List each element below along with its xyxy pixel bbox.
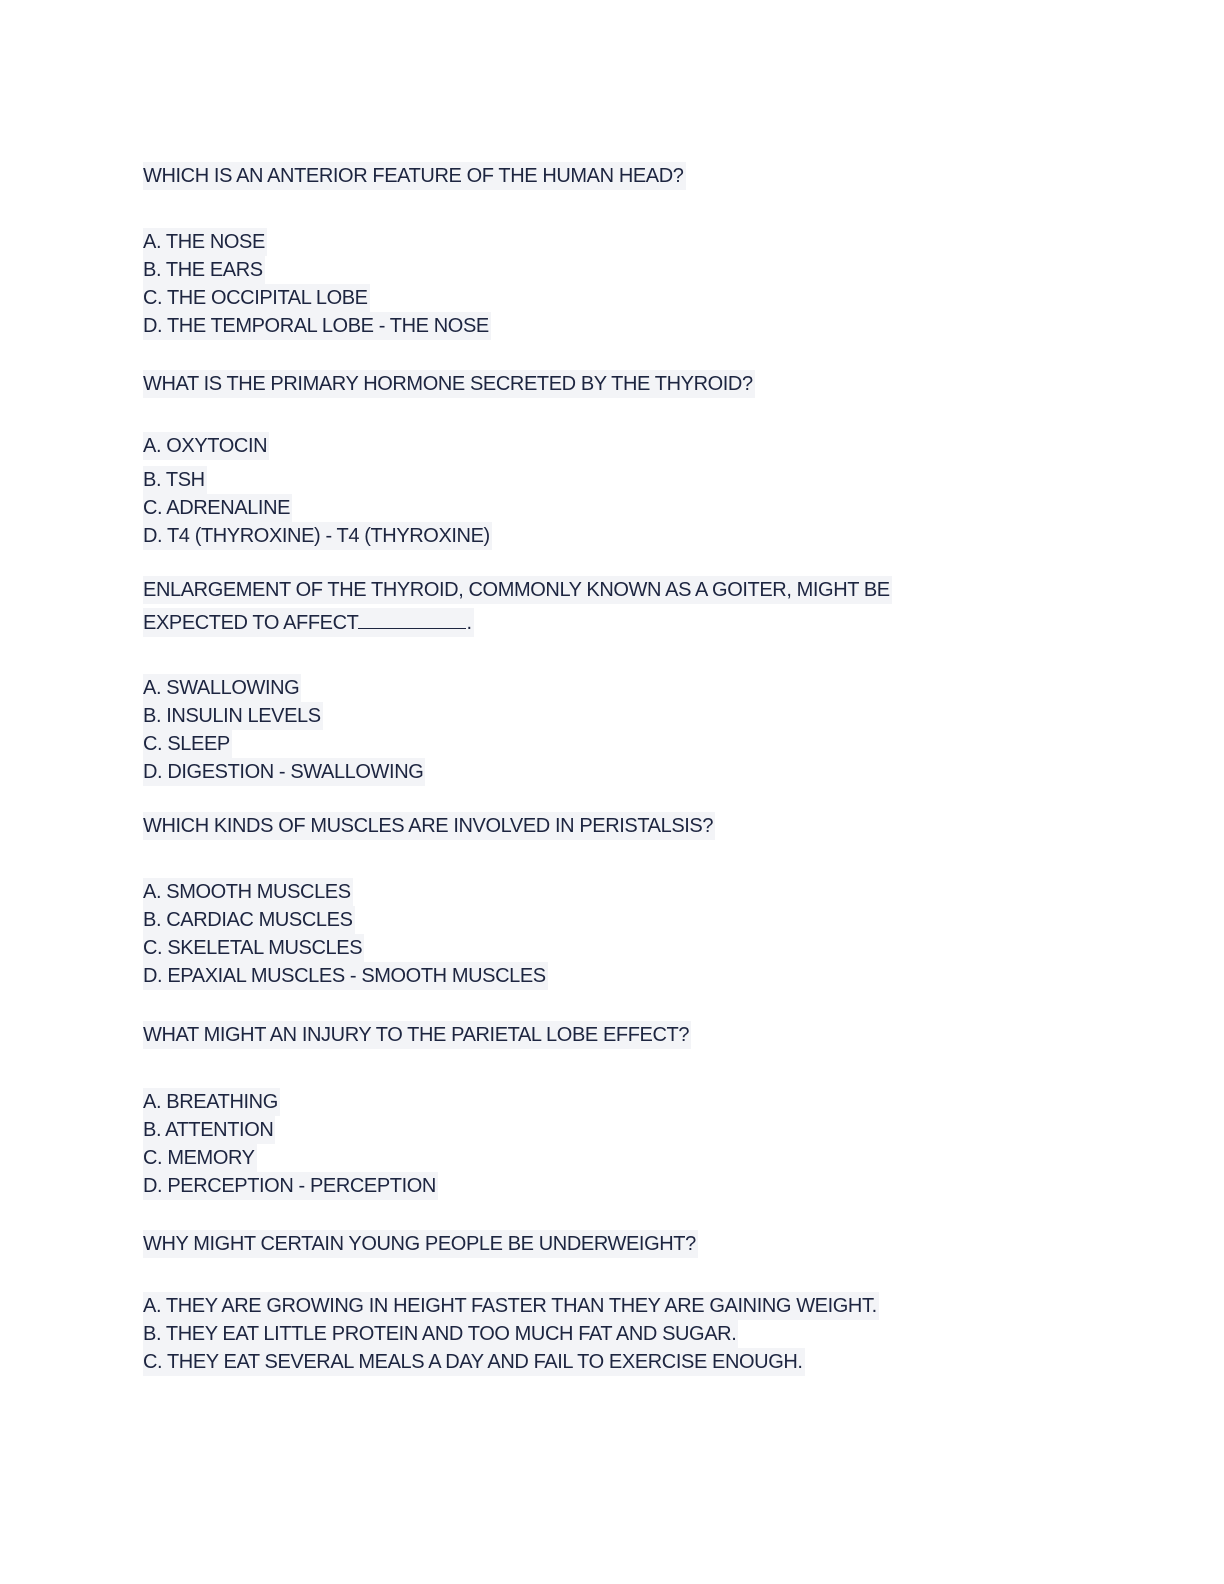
option-text: A. OXYTOCIN <box>143 432 269 460</box>
question-6-option-c <box>143 1348 805 1376</box>
option-text: B. INSULIN LEVELS <box>143 702 323 730</box>
option-text: A. THEY ARE GROWING IN HEIGHT FASTER THAN THEY ARE GAINING WEIGHT. <box>143 1292 879 1320</box>
question-3-option-b <box>143 702 323 730</box>
question-4-option-d <box>143 962 548 990</box>
question-6-prompt <box>143 1230 698 1258</box>
question-3-option-a <box>143 674 301 702</box>
question-text: WHICH IS AN ANTERIOR FEATURE OF THE HUMAN HEAD? <box>143 162 686 190</box>
question-5-option-a <box>143 1088 280 1116</box>
question-4-option-b <box>143 906 355 934</box>
question-2-option-a <box>143 432 269 460</box>
option-text: A. SWALLOWING <box>143 674 301 702</box>
question-text: WHY MIGHT CERTAIN YOUNG PEOPLE BE UNDERWEIGHT? <box>143 1230 698 1258</box>
question-2-option-d <box>143 522 492 550</box>
question-3-prompt <box>143 576 892 604</box>
option-text: B. ATTENTION <box>143 1116 275 1144</box>
option-text: A. BREATHING <box>143 1088 280 1116</box>
option-text: A. SMOOTH MUSCLES <box>143 878 353 906</box>
question-1-option-c <box>143 284 370 312</box>
question-6-option-b <box>143 1320 738 1348</box>
question-4-prompt <box>143 812 715 840</box>
question-5-option-b <box>143 1116 275 1144</box>
option-text: D. PERCEPTION - PERCEPTION <box>143 1172 438 1200</box>
question-1-prompt <box>143 162 686 190</box>
question-6-option-a <box>143 1292 879 1320</box>
option-text: B. THEY EAT LITTLE PROTEIN AND TOO MUCH FAT AND SUGAR. <box>143 1320 738 1348</box>
option-text: C. THEY EAT SEVERAL MEALS A DAY AND FAIL TO EXERCISE ENOUGH. <box>143 1348 805 1376</box>
option-text: D. THE TEMPORAL LOBE - THE NOSE <box>143 312 491 340</box>
question-4-option-c <box>143 934 364 962</box>
question-3-prompt-cont <box>143 608 474 636</box>
option-text: C. ADRENALINE <box>143 494 292 522</box>
option-text: C. MEMORY <box>143 1144 257 1172</box>
question-1-option-d <box>143 312 491 340</box>
question-5-prompt <box>143 1021 691 1049</box>
question-text: WHAT MIGHT AN INJURY TO THE PARIETAL LOBE EFFECT? <box>143 1021 691 1049</box>
question-1-option-a <box>143 228 267 256</box>
question-4-option-a <box>143 878 353 906</box>
option-text: B. THE EARS <box>143 256 265 284</box>
option-text: D. T4 (THYROXINE) - T4 (THYROXINE) <box>143 522 492 550</box>
option-text: D. DIGESTION - SWALLOWING <box>143 758 425 786</box>
question-text: WHICH KINDS OF MUSCLES ARE INVOLVED IN PERISTALSIS? <box>143 812 715 840</box>
option-text: C. SLEEP <box>143 730 232 758</box>
question-text: WHAT IS THE PRIMARY HORMONE SECRETED BY THE THYROID? <box>143 370 755 398</box>
question-1-option-b <box>143 256 265 284</box>
question-3-option-d <box>143 758 425 786</box>
option-text: A. THE NOSE <box>143 228 267 256</box>
question-text-cont <box>143 608 474 637</box>
option-text: D. EPAXIAL MUSCLES - SMOOTH MUSCLES <box>143 962 548 990</box>
question-2-prompt <box>143 370 755 398</box>
answer-blank <box>358 608 466 629</box>
question-5-option-c <box>143 1144 257 1172</box>
option-text: B. CARDIAC MUSCLES <box>143 906 355 934</box>
question-5-option-d <box>143 1172 438 1200</box>
question-3-option-c <box>143 730 232 758</box>
question-text-lead: EXPECTED TO AFFECT <box>143 612 359 634</box>
question-text: ENLARGEMENT OF THE THYROID, COMMONLY KNOWN AS A GOITER, MIGHT BE <box>143 576 892 604</box>
option-text: C. THE OCCIPITAL LOBE <box>143 284 370 312</box>
option-text: B. TSH <box>143 466 207 494</box>
option-text: C. SKELETAL MUSCLES <box>143 934 364 962</box>
question-text-end: . <box>466 612 472 634</box>
question-2-option-c <box>143 494 292 522</box>
question-2-option-b <box>143 466 207 494</box>
